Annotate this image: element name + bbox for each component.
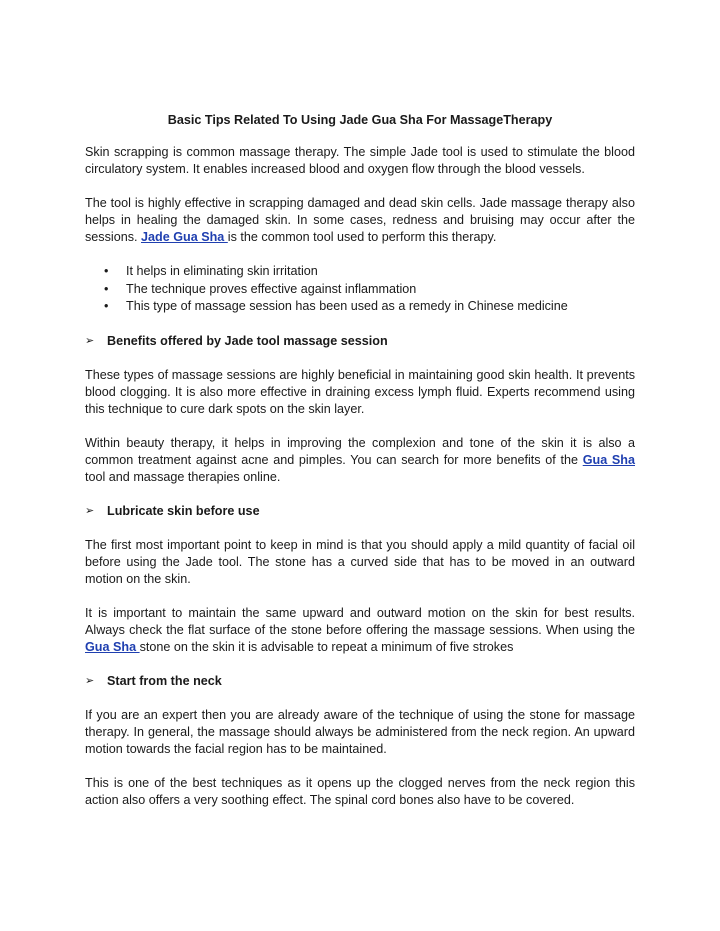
list-item-text: It helps in eliminating skin irritation <box>126 264 318 278</box>
section-paragraph <box>85 605 635 656</box>
jade-gua-sha-link[interactable]: Jade Gua Sha <box>141 230 228 244</box>
section-paragraph <box>85 775 635 809</box>
section-paragraph <box>85 435 635 486</box>
list-item <box>85 263 635 281</box>
section-heading-neck <box>85 673 635 690</box>
section-paragraph <box>85 367 635 418</box>
paragraph-text: These types of massage sessions are highly beneficial in maintaining good skin health. It prevents blood clogging. It is also more effective in draining excess lymph fluid. Experts recommend using this technique to cure dark spots on the skin layer. <box>85 367 635 416</box>
list-item-text: This type of massage session has been used as a remedy in Chinese medicine <box>126 299 568 313</box>
paragraph-text: It is important to maintain the same upward and outward motion on the skin for best results. Always check the flat surface of the stone before offering the massage sessions. When using the <box>85 605 635 637</box>
paragraph-text: stone on the skin it is advisable to repeat a minimum of five strokes <box>139 639 514 654</box>
arrow-bullet-icon: ➢ <box>85 674 95 687</box>
intro-paragraph: Skin scrapping is common massage therapy. The simple Jade tool is used to stimulate the blood circulatory system. It enables increased blood and oxygen flow through the blood vessels. <box>85 145 635 176</box>
gua-sha-link[interactable]: Gua Sha <box>582 452 636 467</box>
paragraph-text: is the common tool used to perform this therapy. <box>227 230 497 244</box>
document-page <box>85 112 635 826</box>
paragraph-text: Within beauty therapy, it helps in improving the complexion and tone of the skin it is also a common treatment against acne and pimples. You can search for more benefits of the <box>85 435 635 467</box>
bullet-dot-icon: • <box>104 264 109 278</box>
paragraph-text: This is one of the best techniques as it opens up the clogged nerves from the neck region this action also offers a very soothing effect. The spinal cord bones also have to be covered. <box>85 775 635 807</box>
list-item <box>85 281 635 299</box>
section-heading-benefits <box>85 333 635 350</box>
paragraph-text: The tool is highly effective in scrapping damaged and dead skin cells. Jade massage therapy also helps in healing the damaged skin. In some cases, redness and bruising may occur after the sessions. <box>85 196 635 244</box>
bullet-dot-icon: • <box>104 281 109 296</box>
section-paragraph <box>85 707 635 758</box>
section-paragraph <box>85 537 635 588</box>
paragraph-text: The first most important point to keep in mind is that you should apply a mild quantity of facial oil before using the Jade tool. The stone has a curved side that has to be moved in an outward motion on the skin. <box>85 537 635 586</box>
paragraph-text: tool and massage therapies online. <box>85 469 281 484</box>
list-item-text: The technique proves effective against inflammation <box>126 281 417 296</box>
list-item <box>85 298 635 316</box>
arrow-bullet-icon: ➢ <box>85 504 95 517</box>
section-heading-lubricate <box>85 503 635 520</box>
gua-sha-link[interactable]: Gua Sha <box>85 639 140 654</box>
paragraph-2 <box>85 195 635 246</box>
section-heading-text: Start from the neck <box>107 673 222 688</box>
paragraph-text: If you are an expert then you are already aware of the technique of using the stone for massage therapy. In general, the massage should always be administered from the neck region. An upward motion towards the facial region has to be maintained. <box>85 707 635 756</box>
arrow-bullet-icon: ➢ <box>85 334 95 347</box>
section-heading-text: Benefits offered by Jade tool massage session <box>107 333 388 348</box>
section-heading-text: Lubricate skin before use <box>107 503 260 518</box>
document-title: Basic Tips Related To Using Jade Gua Sha For MassageTherapy <box>167 113 553 127</box>
bullet-dot-icon: • <box>104 299 109 313</box>
bullet-list <box>85 263 635 316</box>
